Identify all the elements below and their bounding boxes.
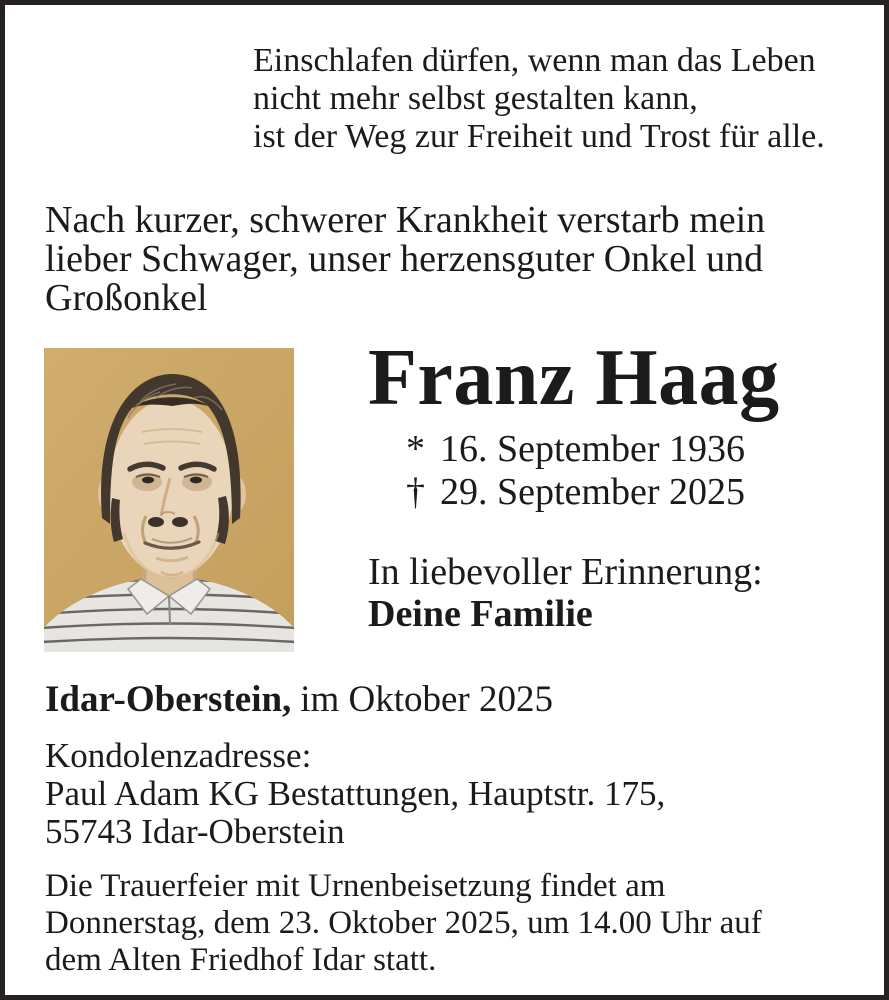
death-date-line [406,471,745,514]
epigraph-line: nicht mehr selbst gestalten kann, [253,80,698,117]
eye-right [190,477,202,484]
nostril-left [148,517,164,527]
epigraph-line: Einschlafen dürfen, wenn man das Leben [253,42,816,79]
deceased-name: Franz Haag [368,334,780,422]
dateline-date: im Oktober 2025 [300,679,553,720]
funeral-info [45,868,762,979]
remembrance-line: In liebevoller Erinnerung: [368,551,763,593]
remembrance-block [368,551,763,635]
intro-line: Nach kurzer, schwerer Krankheit verstarb mein [45,199,766,241]
condolence-block [45,737,665,851]
condolence-label: Kondolenzadresse: [45,736,312,775]
birth-date: 16. September 1936 [440,428,746,470]
intro-line: lieber Schwager, unser herzensguter Onkel und [45,238,764,280]
condolence-line: Paul Adam KG Bestattungen, Hauptstr. 175, [45,774,666,813]
dateline [45,680,553,720]
shirt-placket [169,596,170,624]
funeral-line: Donnerstag, dem 23. Oktober 2025, um 14.00 Uhr auf [45,905,762,941]
man-face [109,399,233,577]
condolence-line: 55743 Idar-Oberstein [45,812,345,851]
death-date: 29. September 2025 [440,471,746,513]
cross-symbol: † [406,471,425,513]
intro-line: Großonkel [45,277,208,319]
nostril-right [172,517,188,527]
birth-date-line [406,428,745,471]
dateline-place: Idar-Oberstein, [45,679,292,720]
epigraph-verse [253,42,825,156]
epigraph-line: ist der Weg zur Freiheit und Trost für alle. [253,118,825,155]
family-signature: Deine Familie [368,593,593,635]
life-dates [406,428,745,514]
born-symbol: * [406,428,425,470]
portrait-photo-art [44,348,294,652]
intro-paragraph [45,201,765,318]
portrait-photo [44,348,294,652]
funeral-line: dem Alten Friedhof Idar statt. [45,942,437,978]
eye-left [142,477,154,484]
funeral-line: Die Trauerfeier mit Urnenbeisetzung findet am [45,868,666,904]
